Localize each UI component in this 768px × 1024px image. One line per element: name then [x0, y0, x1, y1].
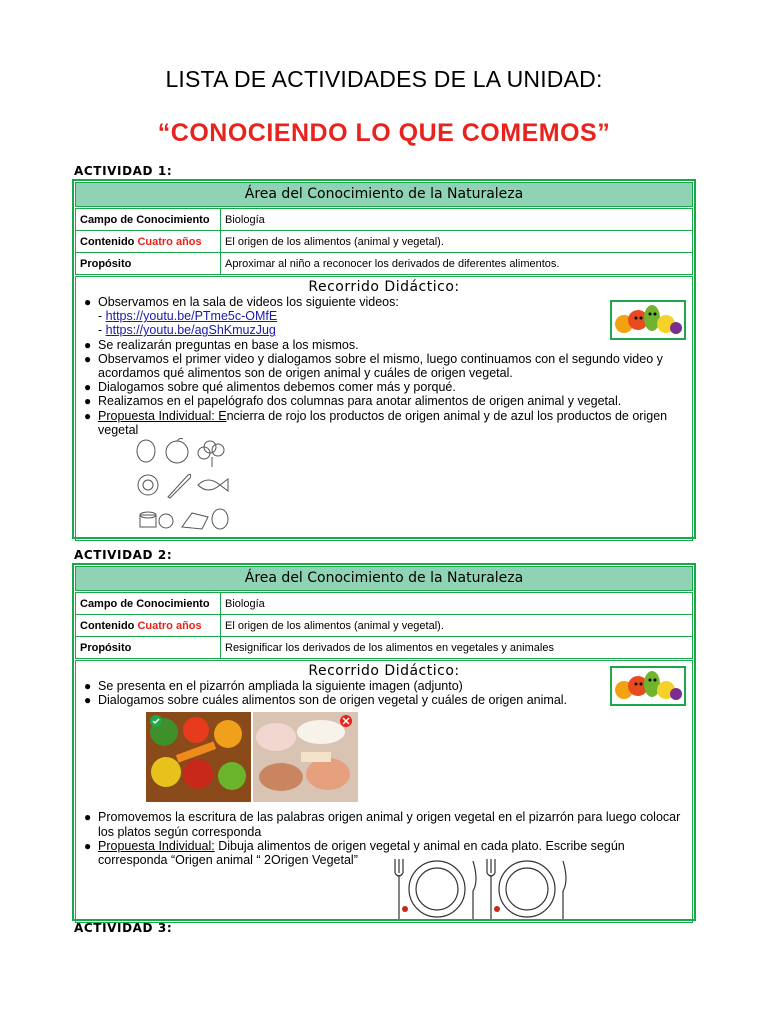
fruits-icon [612, 668, 684, 704]
list-item: ● Dialogamos sobre qué alimentos debemos comer más y porqué. [84, 380, 456, 395]
activity-2-box [72, 563, 696, 921]
info-table [75, 592, 693, 659]
area-header: Área del Conocimiento de la Naturaleza [75, 182, 693, 207]
row-key: Contenido Cuatro años [76, 231, 221, 253]
area-header: Área del Conocimiento de la Naturaleza [75, 566, 693, 591]
table-row [76, 637, 693, 659]
row-key: Campo de Conocimiento [76, 593, 221, 615]
recorrido-title: Recorrido Didáctico: [308, 279, 460, 295]
row-value: El origen de los alimentos (animal y vegetal). [221, 615, 693, 637]
row-value: Biología [221, 209, 693, 231]
row-value: Resignificar los derivados de los alimentos en vegetales y animales [221, 637, 693, 659]
fruits-clipart [610, 300, 686, 340]
table-row [76, 253, 693, 275]
table-row [76, 615, 693, 637]
list-item: ● Promovemos la escritura de las palabras origen animal y origen vegetal en el pizarrón para luego colocar los platos según corresponda [84, 810, 681, 839]
activity-3-label: ACTIVIDAD 3: [74, 921, 173, 935]
activity-1-box [72, 179, 696, 539]
list-item: ● Observamos el primer video y dialogamos sobre el mismo, luego continuamos con el segundo video y acordamos qué alimentos son de origen animal y cuáles de origen vegetal. [84, 351, 663, 381]
activity-2-label: ACTIVIDAD 2: [74, 548, 173, 562]
list-item: ● Se realizarán preguntas en base a los mismos. [84, 337, 359, 352]
food-sketch-image [132, 437, 232, 537]
table-row [76, 593, 693, 615]
row-key: Propósito [76, 253, 221, 275]
list-item: ● Se presenta en el pizarrón ampliada la siguiente imagen (adjunto) [84, 679, 463, 693]
fruits-clipart [610, 666, 686, 706]
fruits-icon [612, 302, 684, 338]
row-key: Contenido Cuatro años [76, 615, 221, 637]
activity-1-label: ACTIVIDAD 1: [74, 164, 173, 178]
row-value: El origen de los alimentos (animal y vegetal). [221, 231, 693, 253]
row-key: Propósito [76, 637, 221, 659]
page-title: LISTA DE ACTIVIDADES DE LA UNIDAD: [165, 66, 603, 92]
unit-subtitle: “CONOCIENDO LO QUE COMEMOS” [157, 119, 611, 147]
list-item: ● Propuesta Individual: Dibuja alimentos de origen vegetal y animal en cada plato. Escribe según corresponda “Origen animal “ 2Origen Vegetal” [84, 838, 625, 868]
recorrido-section [75, 276, 693, 541]
list-item: ● Propuesta Individual: Encierra de rojo los productos de origen animal y de azul los productos de origen vegetal [84, 408, 668, 437]
row-value: Biología [221, 593, 693, 615]
list-item: ● Observamos en la sala de videos los siguiente videos: - https://youtu.be/PTme5c-OMfE - https://youtu.be/agShKmuzJug [84, 295, 399, 338]
recorrido-section [75, 660, 693, 923]
table-row [76, 209, 693, 231]
info-table [75, 208, 693, 275]
row-value: Aproximar al niño a reconocer los derivados de diferentes alimentos. [221, 253, 693, 275]
list-item: ● Dialogamos sobre cuáles alimentos son de origen vegetal y cuáles de origen animal. [84, 693, 568, 708]
video-link-2[interactable]: https://youtu.be/agShKmuzJug [105, 323, 276, 338]
table-row [76, 231, 693, 253]
plates-drawing [391, 857, 571, 927]
video-link-1[interactable]: https://youtu.be/PTme5c-OMfE [105, 309, 278, 324]
list-item: ● Realizamos en el papelógrafo dos columnas para anotar alimentos de origen animal y vegetal. [84, 394, 622, 409]
recorrido-title: Recorrido Didáctico: [308, 663, 460, 679]
row-key: Campo de Conocimiento [76, 209, 221, 231]
vegetables-vs-animal-photo [146, 712, 358, 807]
